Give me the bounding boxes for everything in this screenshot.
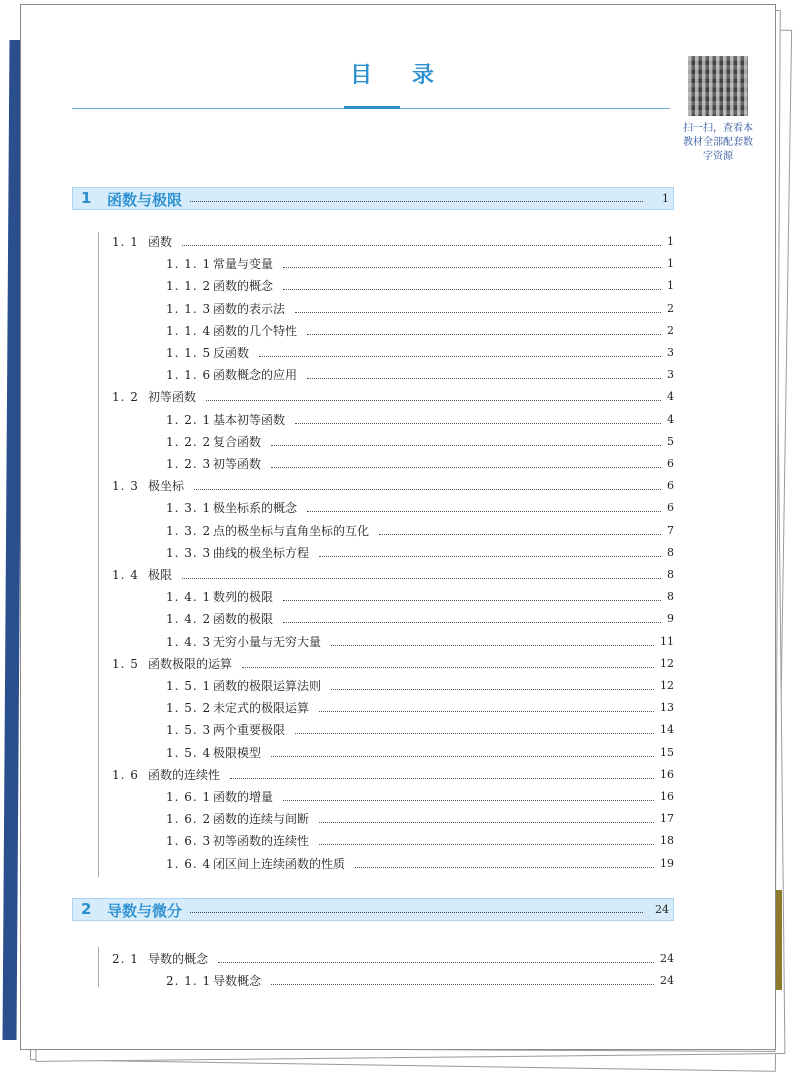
toc-section-row[interactable] [112,476,674,496]
section-number: 1. 5. 1 [166,679,212,693]
section-title: 点的极坐标与直角坐标的互化 [213,523,370,538]
section-title: 函数的概念 [213,279,274,294]
section-number: 1. 6. 1 [166,790,212,804]
page-number: 9 [667,612,674,626]
section-number: 1. 6. 2 [166,812,212,827]
section-number: 1. 5 [112,656,139,671]
toc-section-row[interactable] [112,765,674,785]
dot-leader [271,756,654,757]
toc-subsection-row[interactable] [166,343,674,363]
qr-caption: 扫一扫，查看本教材全部配套数字资源 [683,123,753,162]
page-number: 2 [667,323,674,337]
page-number: 6 [667,479,674,493]
toc-subsection-row[interactable] [166,632,674,652]
page-number: 8 [667,545,674,559]
section-number: 1. 2. 3 [166,457,212,471]
dot-leader [190,912,643,913]
toc-section-row[interactable] [112,654,674,674]
page-number: 8 [667,568,674,581]
section-number: 1. 1. 6 [166,368,212,383]
toc-subsection-row[interactable] [166,321,674,341]
section-title: 函数的几个特性 [213,323,298,338]
toc-subsection-row[interactable] [166,831,674,851]
dot-leader [206,400,661,401]
dot-leader [319,556,661,557]
dot-leader [283,800,654,801]
section-title: 反函数 [213,346,250,360]
page-number: 7 [667,523,674,537]
section-title: 数列的极限 [213,590,274,605]
section-number: 1. 1. 2 [166,279,212,294]
section-number: 1. 4 [112,568,139,582]
page-number: 2 [667,301,674,315]
dot-leader [182,245,661,246]
section-number: 1. 1 [112,235,139,249]
section-title: 复合函数 [213,434,262,449]
section-title: 极限 [148,568,173,582]
section-number: 1. 4. 2 [166,612,212,627]
section-title: 未定式的极限运算 [213,701,310,716]
page-number: 1 [667,279,674,293]
chapter-number: 1 [81,189,92,207]
chapter-title: 导数与微分 [107,902,183,920]
toc-section-row[interactable] [112,387,674,407]
toc-subsection-row[interactable] [166,587,674,607]
page-number: 8 [667,590,674,604]
section-title: 导数的概念 [148,952,209,966]
section-number: 1. 5. 2 [166,701,212,716]
dot-leader [307,334,661,335]
section-title: 函数的极限 [213,612,274,627]
section-number: 1. 1. 4 [166,323,212,338]
chapter-heading[interactable] [72,898,674,921]
section-title: 曲线的极坐标方程 [213,545,310,560]
dot-leader [271,445,661,446]
toc-subsection-row[interactable] [166,720,674,740]
section-number: 1. 3. 3 [166,545,212,560]
section-number: 1. 2. 1 [166,412,212,427]
dot-leader [319,844,654,845]
dot-leader [283,267,661,268]
toc-subsection-row[interactable] [166,787,674,807]
toc-subsection-row[interactable] [166,854,674,874]
dot-leader [331,689,654,690]
dot-leader [307,511,661,512]
title-divider-accent [344,106,400,109]
section-title: 两个重要极限 [213,723,286,738]
toc-subsection-row[interactable] [166,454,674,474]
dot-leader [194,489,661,490]
page-number: 24 [655,903,669,916]
section-title: 函数的连续与间断 [213,812,310,827]
page-number: 1 [662,192,669,205]
toc-section-row[interactable] [112,949,674,969]
section-number: 1. 3. 2 [166,523,212,538]
section-title: 函数的连续性 [148,767,221,782]
section-title: 无穷小量与无穷大量 [213,634,322,649]
page-number: 19 [660,856,674,870]
dot-leader [319,711,654,712]
toc-subsection-row[interactable] [166,432,674,452]
section-title: 函数的增量 [213,790,274,804]
page-number: 15 [660,745,674,759]
section-number: 1. 2. 2 [166,434,212,449]
dot-leader [307,378,661,379]
toc-section-row[interactable] [112,232,674,252]
section-title: 极坐标 [148,479,185,494]
section-number: 1. 5. 4 [166,745,212,760]
page-number: 4 [667,390,674,404]
section-number: 1. 1. 5 [166,346,212,360]
page-number: 3 [667,368,674,382]
dot-leader [271,467,661,468]
toc-subsection-row[interactable] [166,809,674,829]
page-number: 6 [667,501,674,515]
section-number: 1. 6 [112,767,139,782]
section-number: 1. 6. 4 [166,856,212,871]
dot-leader [283,289,661,290]
toc-subsection-row[interactable] [166,609,674,629]
toc-subsection-row[interactable] [166,498,674,518]
toc-subsection-row[interactable] [166,676,674,696]
dot-leader [283,622,661,623]
section-number: 1. 3 [112,479,139,494]
page-number: 12 [660,679,674,692]
section-number: 1. 4. 1 [166,590,212,605]
toc-subsection-row[interactable] [166,299,674,319]
section-title: 初等函数 [213,457,262,471]
toc-subsection-row[interactable] [166,543,674,563]
dot-leader [355,867,654,868]
page-number: 1 [667,235,674,248]
section-guide-line [98,947,99,987]
section-title: 常量与变量 [213,257,274,272]
toc-section-row[interactable] [112,565,674,585]
dot-leader [331,645,654,646]
dot-leader [295,312,661,313]
section-title: 函数的表示法 [213,301,286,316]
dot-leader [295,423,661,424]
section-title: 闭区间上连续函数的性质 [213,856,346,871]
section-number: 1. 1. 1 [166,257,212,272]
dot-leader [259,356,661,357]
toc-subsection-row[interactable] [166,276,674,296]
toc-subsection-row[interactable] [166,698,674,718]
section-number: 1. 5. 3 [166,723,212,738]
section-guide-line [98,232,99,877]
section-title: 函数的极限运算法则 [213,679,322,693]
page-number: 16 [660,767,674,781]
section-title: 函数极限的运算 [148,656,233,671]
toc-subsection-row[interactable] [166,254,674,274]
qr-code-icon[interactable] [688,56,748,116]
chapter-title: 函数与极限 [107,191,183,209]
dot-leader [190,201,643,202]
dot-leader [319,822,654,823]
page-number: 17 [660,812,674,826]
section-title: 极限模型 [213,745,262,760]
chapter-number: 2 [81,900,92,918]
section-number: 1. 4. 3 [166,634,212,649]
toc-subsection-row[interactable] [166,743,674,763]
page-number: 1 [667,257,674,271]
dot-leader [242,667,654,668]
dot-leader [379,534,661,535]
section-number: 2. 1. 1 [166,974,212,988]
section-number: 1. 6. 3 [166,834,212,849]
page-number: 11 [660,634,674,648]
page-number: 13 [660,701,674,715]
dot-leader [230,778,654,779]
dot-leader [295,733,654,734]
page-number: 16 [660,790,674,803]
section-number: 1. 3. 1 [166,501,212,516]
toc-subsection-row[interactable] [166,971,674,991]
page-number: 3 [667,346,674,359]
page-number: 24 [660,974,674,987]
section-number: 1. 1. 3 [166,301,212,316]
section-title: 基本初等函数 [213,412,286,427]
page-number: 14 [660,723,674,737]
section-title: 导数概念 [213,974,262,988]
section-title: 函数 [148,235,173,249]
section-title: 极坐标系的概念 [213,501,298,516]
toc-subsection-row[interactable] [166,521,674,541]
page-number: 5 [667,434,674,448]
page-number: 4 [667,412,674,426]
dot-leader [271,984,654,985]
dot-leader [218,962,654,963]
page-number: 6 [667,457,674,470]
page-number: 24 [660,952,674,965]
section-title: 初等函数 [148,390,197,405]
section-number: 2. 1 [112,952,139,966]
section-title: 初等函数的连续性 [213,834,310,849]
section-number: 1. 2 [112,390,139,405]
chapter-heading[interactable] [72,187,674,210]
dot-leader [283,600,661,601]
toc-subsection-row[interactable] [166,365,674,385]
section-title: 函数概念的应用 [213,368,298,383]
toc-subsection-row[interactable] [166,410,674,430]
page-number: 18 [660,834,674,848]
dot-leader [182,578,661,579]
page-title: 目 录 [350,63,450,88]
page-number: 12 [660,656,674,670]
